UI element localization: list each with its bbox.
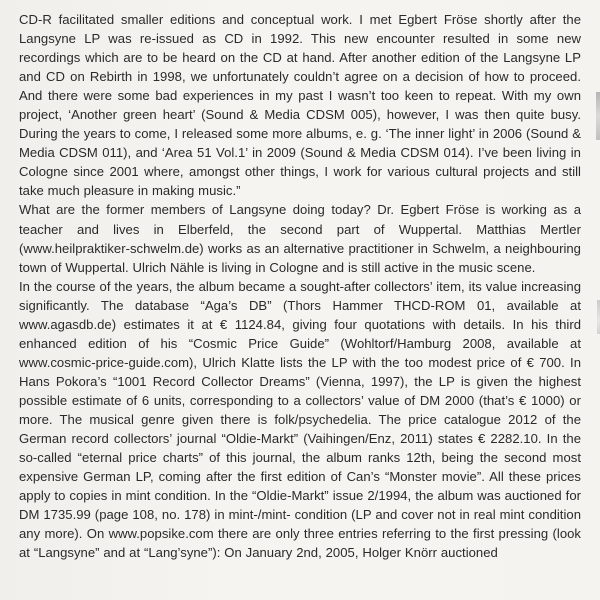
paragraph-recollection: CD-R facilitated smaller editions and conceptual work. I met Egbert Fröse shortly after the Langsyne LP was re-issued as CD in 1992. This new encounter resulted in some new recordings which are to be heard on the CD at hand. After another edition of the Langsyne LP and CD on Rebirth in 1998, we unfortunately couldn’t agree on a decision of how to proceed. And there were some bad experiences in my past I wasn’t too keen to repeat. With my own project, ‘Another green heart’ (Sound & Media CDSM 005), however, I was then quite busy. During the years to come, I released some more albums, e. g. ‘The inner light’ in 2006 (Sound & Media CDSM 011), and ‘Area 51 Vol.1’ in 2009 (Sound & Media CDSM 014). I’ve been living in Cologne since 2001 where, amongst other things, I work for various cultural projects and still take much pleasure in making music.”: [19, 12, 581, 199]
paragraph-band-members: What are the former members of Langsyne doing today? Dr. Egbert Fröse is working as a teacher and lives in Elberfeld, the second part of Wuppertal. Matthias Mertler (www.heilpraktiker-schwelm.de) works as an alternative practitioner in Schwelm, a neighbouring town of Wuppertal. Ulrich Nähle is living in Cologne and is still active in the music scene.: [19, 202, 581, 275]
scan-edge-mark: [596, 92, 600, 140]
text-column: [19, 10, 581, 562]
paragraph-collector-value: In the course of the years, the album became a sought-after collectors’ item, its value increasing significantly. The database “Aga’s DB” (Thors Hammer THCD-ROM 01, available at www.agasdb.de) estimates it at € 1124.84, giving four quotations with details. In his third enhanced edition of his “Cosmic Price Guide” (Wohltorf/Hamburg 2008, available at www.cosmic-price-guide.com), Ulrich Klatte lists the LP with the too modest price of € 700. In Hans Pokora’s “1001 Record Collector Dreams” (Vienna, 1997), the LP is given the highest possible estimate of 6 units, corresponding to a collectors’ value of DM 2000 (that’s € 1000) or more. The musical genre given there is folk/psychedelia. The price catalogue 2012 of the German record collectors’ journal “Oldie-Markt” (Vaihingen/Enz, 2011) states € 2282.10. In the so-called “eternal price charts” of this journal, the album ranks 12th, being the second most expensive German LP, coming after the first edition of Can’s “Monster movie”. All these prices apply to copies in mint condition. In the “Oldie-Markt” issue 2/1994, the album was auctioned for DM 1735.99 (page 108, no. 178) in mint-/mint- condition (LP and cover not in real mint condition any more). On www.popsike.com there are only three entries referring to the first pressing (look at “Langsyne” and at “Lang’syne”): On January 2nd, 2005, Holger Knörr auctioned: [19, 278, 581, 561]
